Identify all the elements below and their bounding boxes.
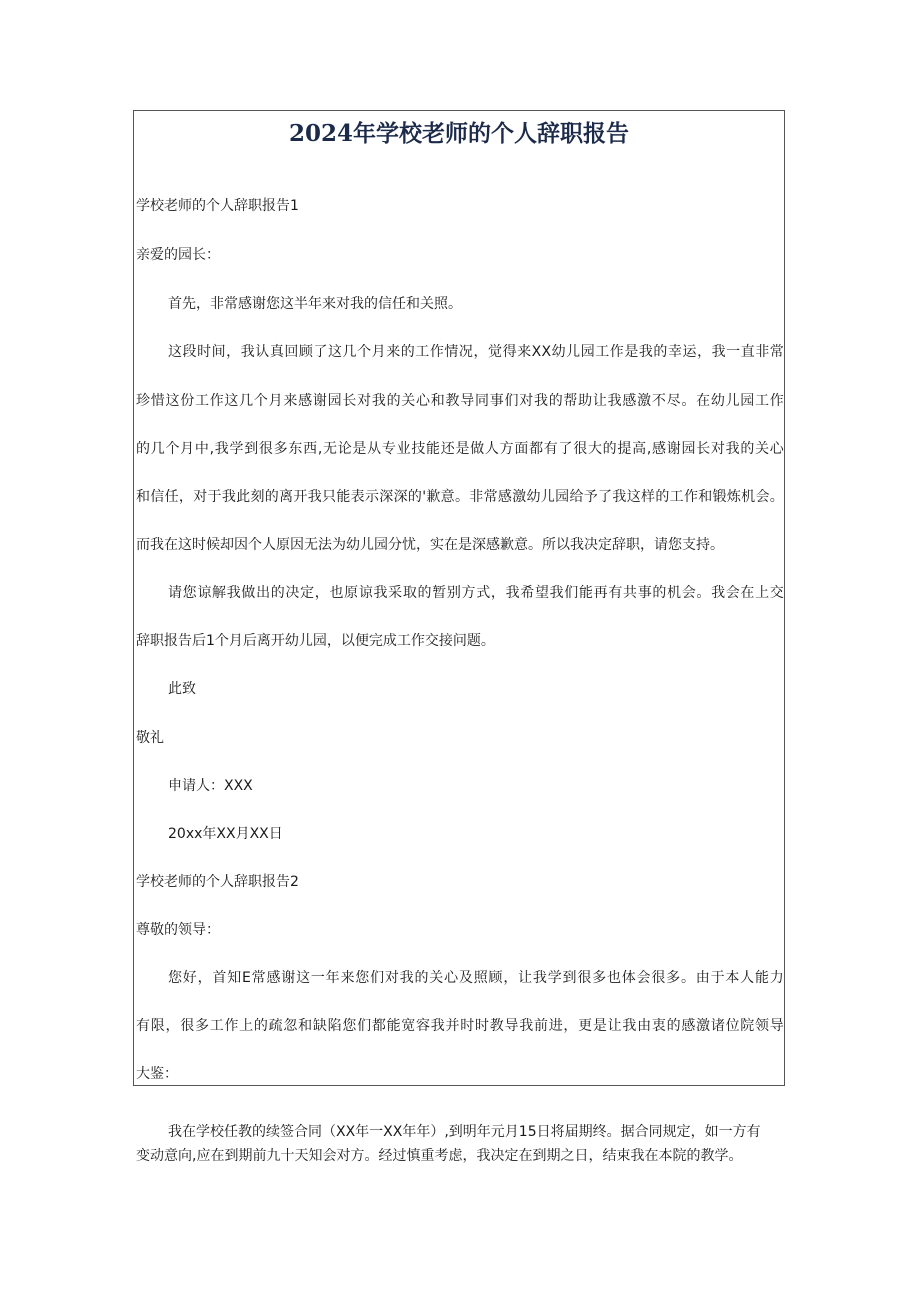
report2-salutation: 尊敬的领导：	[136, 922, 220, 938]
report1-heading: 学校老师的个人辞职报告1	[136, 198, 299, 214]
continuation-line: 我在学校任教的续签合同（XX年一XX年年）,到明年元月15日将届期终。据合同规定，如一方有	[168, 1124, 761, 1140]
report2-p1-line: 您好，首知E常感谢这一年来您们对我的关心及照顾，让我学到很多也体会很多。由于本人能力	[168, 970, 784, 986]
report1-p2-line: 珍惜这份工作这几个月来感谢园长对我的关心和教导同事们对我的帮助让我感激不尽。在幼儿园工作	[136, 393, 784, 409]
report1-p3-line: 请您谅解我做出的决定，也原谅我采取的暂别方式，我希望我们能再有共事的机会。我会在上交	[168, 585, 784, 601]
report2-p1-line: 大鉴：	[136, 1066, 178, 1082]
report1-p2-line: 的几个月中,我学到很多东西,无论是从专业技能还是做人方面都有了很大的提高,感谢园长对我的关心	[136, 441, 784, 457]
report1-salutation: 亲爱的园长：	[136, 247, 220, 263]
report1-p2-line: 而我在这时候却因个人原因无法为幼儿园分忧，实在是深感歉意。所以我决定辞职，请您支持。	[136, 537, 724, 553]
report2-p1-line: 有限，很多工作上的疏忽和缺陷您们都能宽容我并时时教导我前进，更是让我由衷的感激诸位院领导	[136, 1018, 784, 1034]
report1-paragraph1: 首先，非常感谢您这半年来对我的信任和关照。	[168, 296, 462, 312]
report2-heading: 学校老师的个人辞职报告2	[136, 874, 299, 890]
document-title: 2024年学校老师的个人辞职报告	[288, 120, 629, 147]
report1-applicant: 申请人：XXX	[168, 778, 253, 794]
report1-p3-line: 辞职报告后1个月后离开幼儿园，以便完成工作交接问题。	[136, 633, 495, 649]
report1-closing: 此致	[168, 681, 196, 697]
report1-regards: 敬礼	[136, 730, 164, 746]
report1-date: 20xx年XX月XX日	[168, 826, 283, 842]
report1-p2-line: 和信任，对于我此刻的离开我只能表示深深的'歉意。非常感激幼儿园给予了我这样的工作和锻炼机会。	[136, 489, 784, 505]
continuation-line: 变动意向,应在到期前九十天知会对方。经过慎重考虑，我决定在到期之日，结束我在本院的教学。	[136, 1148, 743, 1164]
report1-p2-line: 这段时间，我认真回顾了这几个月来的工作情况，觉得来XX幼儿园工作是我的幸运，我一直非常	[168, 344, 784, 360]
